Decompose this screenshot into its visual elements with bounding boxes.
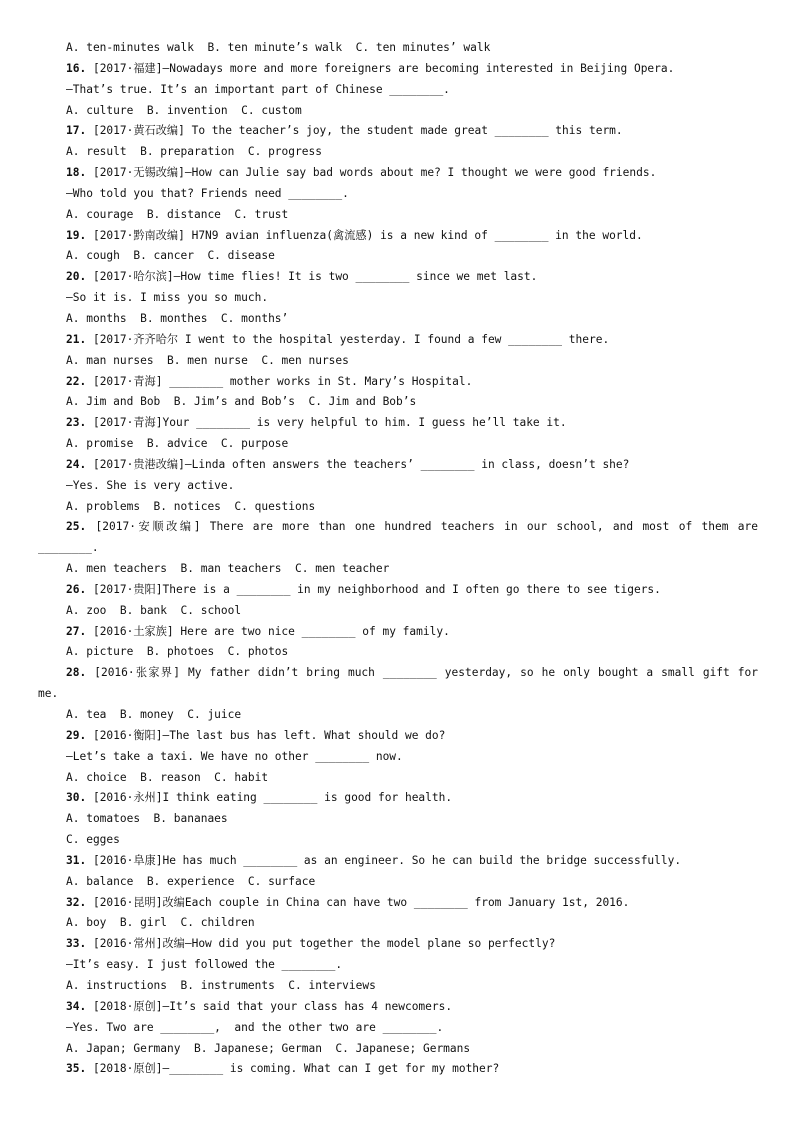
- line-text: [2017·贵港改编]—Linda often answers the teachers’ ________ in class, doesn’t she?: [86, 457, 630, 471]
- line-text: A. men teachers B. man teachers C. men teacher: [66, 562, 390, 576]
- question-number: 24.: [66, 457, 87, 471]
- line-text: [2017·黔南改编] H7N9 avian influenza(禽流感) is a new kind of ________ in the world.: [86, 228, 643, 242]
- line-text: —Who told you that? Friends need ________.: [66, 186, 349, 200]
- line-text: [2017·贵阳]There is a ________ in my neighborhood and I often go there to see tigers.: [86, 582, 661, 596]
- text-line: [0, 642, 794, 663]
- text-line: [0, 309, 794, 330]
- line-text: A. ten-minutes walk B. ten minute’s walk C. ten minutes’ walk: [66, 41, 491, 54]
- text-line: [0, 1039, 794, 1060]
- text-line: [0, 705, 794, 726]
- question-line: [0, 580, 794, 601]
- text-line: [0, 246, 794, 267]
- line-text: —Yes. She is very active.: [66, 478, 235, 492]
- text-line: [0, 830, 794, 851]
- question-number: 18.: [66, 166, 87, 180]
- line-text: —Yes. Two are ________, and the other two are ________.: [66, 1020, 444, 1034]
- line-text: [2016·昆明]改编Each couple in China can have two ________ from January 1st, 2016.: [86, 895, 630, 909]
- line-text: A. man nurses B. men nurse C. men nurses: [66, 353, 349, 367]
- question-number: 32.: [66, 895, 87, 909]
- text-line: [0, 872, 794, 893]
- question-number: 35.: [66, 1062, 87, 1076]
- line-text: A. tomatoes B. bananaes: [66, 812, 228, 826]
- question-line: [0, 163, 794, 184]
- line-text: [2016·张家界] My father didn’t bring much ________ yesterday, so he only bought a small gift for: [86, 666, 758, 680]
- line-text: [2017·齐齐哈尔 I went to the hospital yesterday. I found a few ________ there.: [86, 332, 610, 346]
- text-line: [0, 476, 794, 497]
- question-line: [0, 663, 794, 684]
- exercise-page: [0, 38, 794, 1080]
- text-line: [0, 768, 794, 789]
- text-line: [0, 976, 794, 997]
- text-line: [0, 288, 794, 309]
- question-line: [0, 455, 794, 476]
- line-text: A. result B. preparation C. progress: [66, 145, 322, 159]
- line-text: ________.: [38, 541, 99, 555]
- line-text: [2017·黄石改编] To the teacher’s joy, the student made great ________ this term.: [86, 124, 623, 138]
- line-text: A. tea B. money C. juice: [66, 708, 242, 721]
- question-number: 25.: [66, 520, 87, 534]
- text-line: [0, 559, 794, 580]
- question-line: [0, 893, 794, 914]
- line-text: C. egges: [66, 833, 120, 847]
- question-number: 30.: [66, 791, 87, 805]
- line-text: [2016·衡阳]—The last bus has left. What should we do?: [86, 728, 446, 742]
- question-line: [0, 226, 794, 247]
- line-text: [2016·土家族] Here are two nice ________ of my family.: [86, 624, 450, 638]
- text-line: [0, 747, 794, 768]
- line-text: me.: [38, 687, 59, 701]
- line-text: [2017·青海] ________ mother works in St. Mary’s Hospital.: [86, 374, 473, 388]
- text-line: [0, 684, 794, 705]
- text-line: [0, 142, 794, 163]
- text-line: [0, 101, 794, 122]
- text-line: [0, 38, 794, 59]
- text-line: [0, 392, 794, 413]
- text-line: [0, 1018, 794, 1039]
- question-line: [0, 330, 794, 351]
- question-line: [0, 121, 794, 142]
- question-line: [0, 59, 794, 80]
- text-line: [0, 497, 794, 518]
- line-text: [2017·福建]—Nowadays more and more foreigners are becoming interested in Beijing Opera.: [86, 61, 675, 75]
- question-number: 29.: [66, 728, 87, 742]
- question-number: 19.: [66, 228, 87, 242]
- question-number: 31.: [66, 853, 87, 867]
- line-text: [2017·哈尔滨]—How time flies! It is two ________ since we met last.: [86, 270, 538, 284]
- line-text: A. boy B. girl C. children: [66, 916, 255, 930]
- question-number: 33.: [66, 937, 87, 951]
- line-text: A. courage B. distance C. trust: [66, 207, 289, 221]
- line-text: A. instructions B. instruments C. interviews: [66, 978, 376, 992]
- line-text: —It’s easy. I just followed the ________.: [66, 958, 343, 972]
- line-text: A. Jim and Bob B. Jim’s and Bob’s C. Jim and Bob’s: [66, 395, 417, 409]
- text-line: [0, 184, 794, 205]
- line-text: A. balance B. experience C. surface: [66, 874, 316, 888]
- line-text: [2017·无锡改编]—How can Julie say bad words about me? I thought we were good friends.: [86, 166, 657, 180]
- text-line: [0, 809, 794, 830]
- line-text: A. promise B. advice C. purpose: [66, 437, 289, 451]
- text-line: [0, 538, 794, 559]
- question-number: 27.: [66, 624, 87, 638]
- question-line: [0, 934, 794, 955]
- line-text: —Let’s take a taxi. We have no other ________ now.: [66, 749, 403, 763]
- text-line: [0, 351, 794, 372]
- question-line: [0, 622, 794, 643]
- line-text: [2016·永州]I think eating ________ is good for health.: [86, 791, 453, 805]
- question-line: [0, 1059, 794, 1080]
- line-text: [2016·阜康]He has much ________ as an engineer. So he can build the bridge successfully.: [86, 853, 682, 867]
- question-number: 23.: [66, 416, 87, 430]
- question-number: 34.: [66, 999, 87, 1013]
- question-line: [0, 726, 794, 747]
- question-number: 26.: [66, 582, 87, 596]
- question-line: [0, 413, 794, 434]
- question-number: 21.: [66, 332, 87, 346]
- question-line: [0, 267, 794, 288]
- line-text: A. culture B. invention C. custom: [66, 103, 302, 117]
- line-text: —So it is. I miss you so much.: [66, 291, 269, 305]
- question-number: 16.: [66, 61, 87, 75]
- line-text: A. problems B. notices C. questions: [66, 499, 316, 513]
- text-line: [0, 913, 794, 934]
- line-text: [2018·原创]—It’s said that your class has 4 newcomers.: [86, 999, 453, 1013]
- line-text: A. picture B. photoes C. photos: [66, 645, 289, 659]
- text-line: [0, 205, 794, 226]
- line-text: A. zoo B. bank C. school: [66, 603, 242, 617]
- question-number: 22.: [66, 374, 87, 388]
- line-text: [2017·青海]Your ________ is very helpful to him. I guess he’ll take it.: [86, 416, 567, 430]
- line-text: A. cough B. cancer C. disease: [66, 249, 275, 263]
- line-text: A. choice B. reason C. habit: [66, 770, 269, 784]
- question-number: 28.: [66, 666, 87, 680]
- line-text: [2017·安顺改编] There are more than one hundred teachers in our school, and most of them are: [86, 520, 758, 534]
- question-number: 17.: [66, 124, 87, 138]
- question-line: [0, 372, 794, 393]
- line-text: [2016·常州]改编—How did you put together the model plane so perfectly?: [86, 937, 556, 951]
- text-line: [0, 434, 794, 455]
- question-line: [0, 997, 794, 1018]
- question-line: [0, 788, 794, 809]
- text-line: [0, 80, 794, 101]
- question-line: [0, 851, 794, 872]
- line-text: A. months B. monthes C. months’: [66, 311, 289, 325]
- text-line: [0, 601, 794, 622]
- line-text: —That’s true. It’s an important part of Chinese ________.: [66, 82, 450, 96]
- question-number: 20.: [66, 270, 87, 284]
- line-text: A. Japan; Germany B. Japanese; German C. Japanese; Germans: [66, 1041, 471, 1055]
- line-text: [2018·原创]—________ is coming. What can I get for my mother?: [86, 1062, 500, 1076]
- text-line: [0, 955, 794, 976]
- question-line: [0, 517, 794, 538]
